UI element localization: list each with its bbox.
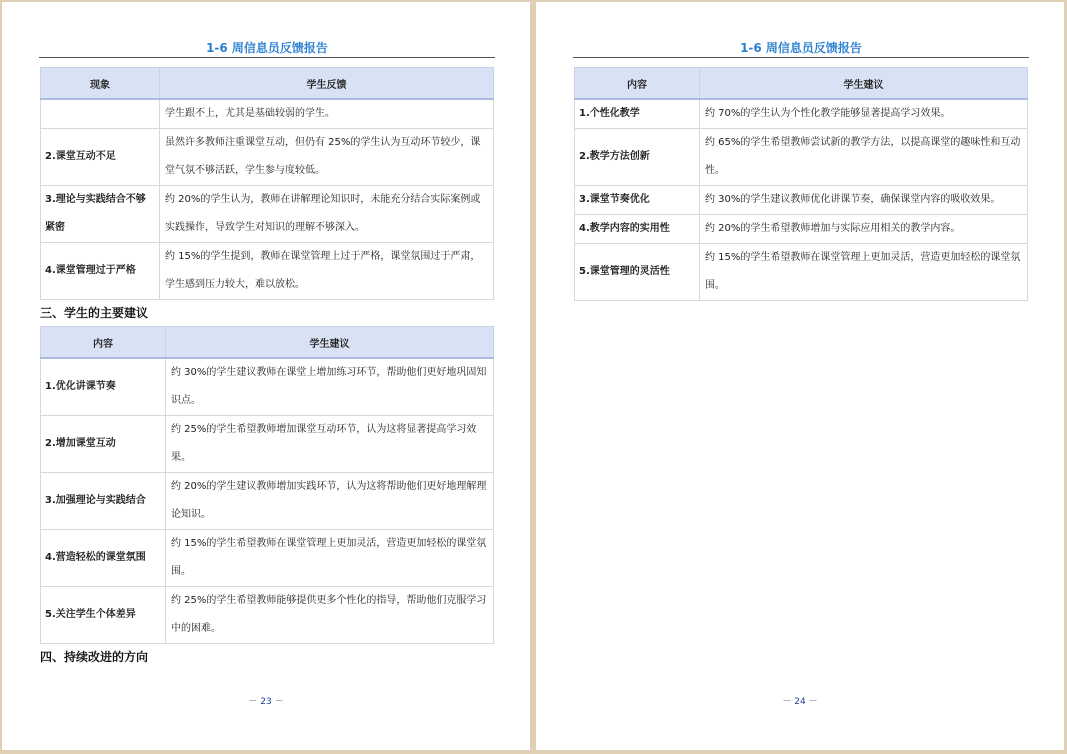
row-key <box>41 99 160 129</box>
table-row <box>41 99 494 129</box>
row-value: 学生跟不上，尤其是基础较弱的学生。 <box>160 99 494 129</box>
page-23 <box>2 2 530 750</box>
row-key: 4.课堂管理过于严格 <box>41 243 160 300</box>
table-header-row <box>575 68 1028 100</box>
section-heading: 四、持续改进的方向 <box>40 650 149 664</box>
report-title: 1-6 周信息员反馈报告 <box>39 39 495 58</box>
table-header-row <box>41 327 494 359</box>
table-row <box>575 99 1028 129</box>
column-header: 学生反馈 <box>160 68 494 100</box>
suggestions-table <box>574 67 1028 301</box>
column-header: 学生建议 <box>700 68 1028 100</box>
row-key: 2.教学方法创新 <box>575 129 700 186</box>
table-row <box>575 244 1028 301</box>
table-row <box>41 129 494 186</box>
row-key: 5.课堂管理的灵活性 <box>575 244 700 301</box>
table-row <box>575 215 1028 244</box>
column-header: 内容 <box>41 327 166 359</box>
row-key: 2.增加课堂互动 <box>41 416 166 473</box>
table-row <box>41 243 494 300</box>
table-row <box>41 416 494 473</box>
row-value: 约 25%的学生希望教师增加课堂互动环节，认为这将显著提高学习效果。 <box>166 416 494 473</box>
suggestions-table <box>40 326 494 644</box>
row-value: 虽然许多教师注重课堂互动，但仍有 25%的学生认为互动环节较少，课堂气氛不够活跃，学生参与度较低。 <box>160 129 494 186</box>
column-header: 学生建议 <box>166 327 494 359</box>
table-row <box>41 587 494 644</box>
row-key: 3.课堂节奏优化 <box>575 186 700 215</box>
row-key: 1.优化讲课节奏 <box>41 358 166 416</box>
table-row <box>41 473 494 530</box>
page-number: － 24 － <box>782 697 818 707</box>
page-24 <box>536 2 1064 750</box>
column-header: 现象 <box>41 68 160 100</box>
row-value: 约 65%的学生希望教师尝试新的教学方法，以提高课堂的趣味性和互动性。 <box>700 129 1028 186</box>
table-row <box>575 186 1028 215</box>
report-title: 1-6 周信息员反馈报告 <box>573 39 1029 58</box>
row-value: 约 30%的学生建议教师优化讲课节奏，确保课堂内容的吸收效果。 <box>700 186 1028 215</box>
table-row <box>41 358 494 416</box>
phenomena-table <box>40 67 494 300</box>
row-key: 4.营造轻松的课堂氛围 <box>41 530 166 587</box>
table-row <box>41 530 494 587</box>
row-value: 约 20%的学生建议教师增加实践环节，认为这将帮助他们更好地理解理论知识。 <box>166 473 494 530</box>
page-number: － 23 － <box>248 697 284 707</box>
row-value: 约 15%的学生提到，教师在课堂管理上过于严格，课堂氛围过于严肃，学生感到压力较大，难以放松。 <box>160 243 494 300</box>
row-key: 5.关注学生个体差异 <box>41 587 166 644</box>
table-row <box>41 186 494 243</box>
row-key: 3.理论与实践结合不够紧密 <box>41 186 160 243</box>
row-key: 2.课堂互动不足 <box>41 129 160 186</box>
row-key: 3.加强理论与实践结合 <box>41 473 166 530</box>
row-value: 约 70%的学生认为个性化教学能够显著提高学习效果。 <box>700 99 1028 129</box>
table-row <box>575 129 1028 186</box>
section-heading: 三、学生的主要建议 <box>40 306 149 320</box>
row-value: 约 20%的学生认为，教师在讲解理论知识时，未能充分结合实际案例或实践操作，导致学生对知识的理解不够深入。 <box>160 186 494 243</box>
row-value: 约 15%的学生希望教师在课堂管理上更加灵活，营造更加轻松的课堂氛围。 <box>166 530 494 587</box>
row-value: 约 15%的学生希望教师在课堂管理上更加灵活，营造更加轻松的课堂氛围。 <box>700 244 1028 301</box>
row-value: 约 20%的学生希望教师增加与实际应用相关的教学内容。 <box>700 215 1028 244</box>
row-value: 约 25%的学生希望教师能够提供更多个性化的指导，帮助他们克服学习中的困难。 <box>166 587 494 644</box>
row-key: 4.教学内容的实用性 <box>575 215 700 244</box>
page-content <box>40 39 494 670</box>
column-header: 内容 <box>575 68 700 100</box>
row-key: 1.个性化教学 <box>575 99 700 129</box>
table-header-row <box>41 68 494 100</box>
page-content <box>574 39 1028 301</box>
row-value: 约 30%的学生建议教师在课堂上增加练习环节，帮助他们更好地巩固知识点。 <box>166 358 494 416</box>
